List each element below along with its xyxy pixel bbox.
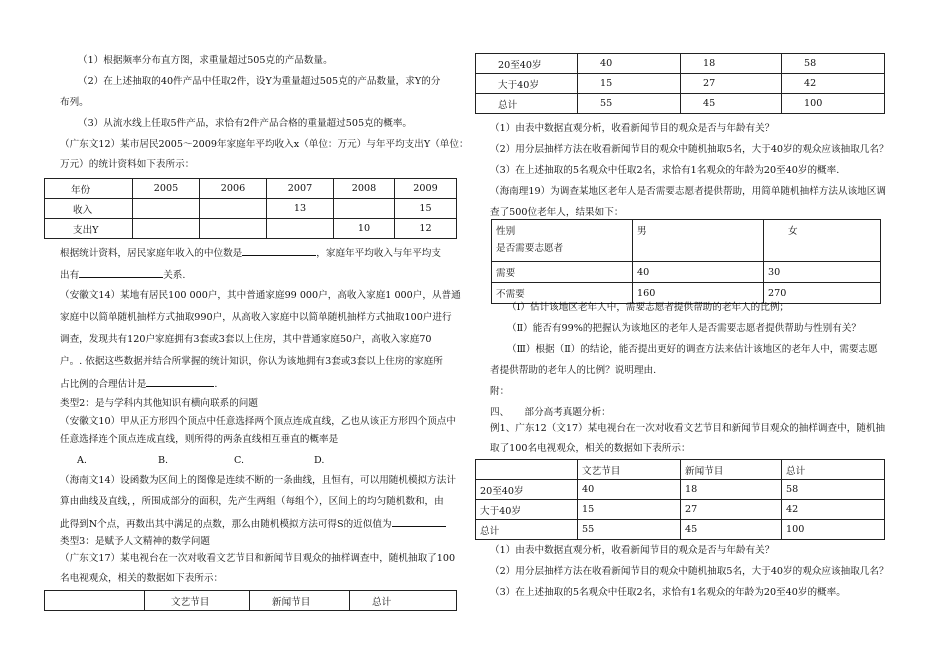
text-line: 类型3：是赋予人文精神的数学问题 <box>60 536 211 547</box>
text-fragment: 出有 <box>60 270 80 281</box>
text-fragment: ，家庭年平均收入与年平均支 <box>316 248 441 259</box>
table-cell: 12 <box>395 219 457 239</box>
table-cell: 100 <box>782 520 885 540</box>
text-line: 类型2：是与学科内其他知识有横向联系的问题 <box>60 398 258 409</box>
table-cell <box>476 460 578 480</box>
table-cell: 总计 <box>476 520 578 540</box>
text-line: （安徽文10）甲从正方形四个顶点中任意选择两个顶点连成直线，乙也从该正方形四个顶点中 <box>60 416 456 427</box>
table-cell: 总计 <box>476 94 578 114</box>
income-table <box>44 178 457 239</box>
text-line: 取了100名电视观众，相关的数据如下表所示： <box>490 443 691 454</box>
table-cell: 40 <box>578 54 681 74</box>
text-line: （3）在上述抽取的5名观众中任取2名，求恰有1名观众的年龄为20至40岁的概率. <box>490 165 840 176</box>
table-cell: 文艺节目 <box>578 460 681 480</box>
table-cell: 2006 <box>200 179 267 199</box>
answer-blank <box>146 377 214 387</box>
table-cell: 收入 <box>45 199 133 219</box>
text-line: 家庭中以简单随机抽样方式抽取990户，从高收入家庭中以简单随机抽样方式抽取100户进行 <box>60 312 452 323</box>
table-header-cell: 女 <box>764 220 881 262</box>
table-cell: 2008 <box>334 179 395 199</box>
table-cell: 18 <box>681 54 782 74</box>
table-cell: 30 <box>764 262 881 283</box>
answer-blank <box>392 517 446 527</box>
option-d: D. <box>314 455 325 466</box>
table-cell <box>334 199 395 219</box>
table-cell: 13 <box>267 199 334 219</box>
table-cell: 不需要 <box>492 283 633 304</box>
table-cell: 15 <box>578 500 681 520</box>
text-line: 查了500位老年人，结果如下： <box>490 207 624 218</box>
table-cell: 27 <box>681 500 782 520</box>
answer-blank <box>79 268 163 278</box>
table-row <box>476 500 885 520</box>
table-cell: 55 <box>578 520 681 540</box>
table-cell: 45 <box>681 520 782 540</box>
volunteer-table <box>491 219 881 304</box>
table-cell: 20至40岁 <box>476 54 578 74</box>
section-heading: 四、 部分高考真题分析： <box>490 407 611 418</box>
table-cell: 支出Y <box>45 219 133 239</box>
table-cell: 20至40岁 <box>476 480 578 500</box>
text-line: （2）用分层抽样方法在收看新闻节目的观众中随机抽取5名，大于40岁的观众应该抽取几名？ <box>490 144 889 155</box>
text-line: 者提供帮助的老年人的比例？说明理由. <box>490 365 657 376</box>
text-line: （1）由表中数据直观分析，收看新闻节目的观众是否与年龄有关？ <box>490 545 775 556</box>
text-line <box>60 246 441 260</box>
text-line: 调查，发现共有120户家庭拥有3套或3套以上住房，其中普通家庭50户，高收入家庭70 <box>60 334 432 345</box>
text-fragment: 占比例的合理估计是 <box>60 379 147 390</box>
answer-blank <box>242 246 316 256</box>
option-c: C. <box>234 455 245 466</box>
text-line <box>60 517 446 531</box>
table-cell <box>45 591 145 611</box>
table-cell <box>133 219 200 239</box>
table-header-cell: 男 <box>633 220 764 262</box>
text-line: （广东文12）某市居民2005～2009年家庭年平均收入x（单位：万元）与年平均支出Y（单位： <box>60 139 469 150</box>
text-line: （1）由表中数据直观分析，收看新闻节目的观众是否与年龄有关？ <box>490 123 775 134</box>
text-fragment: 此得到N个点，再数出其中满足的点数，那么由随机模拟方法可得S的近似值为 <box>60 519 392 530</box>
table-row <box>45 199 457 219</box>
table-cell: 18 <box>681 480 782 500</box>
text-line: 布列。 <box>60 97 89 108</box>
table-cell: 总计 <box>350 591 457 611</box>
table-cell: 45 <box>681 94 782 114</box>
table-cell: 10 <box>334 219 395 239</box>
table-cell <box>133 199 200 219</box>
table-cell: 新闻节目 <box>681 460 782 480</box>
table-cell: 15 <box>578 74 681 94</box>
text-line: （广东文17）某电视台在一次对收看文艺节目和新闻节目观众的抽样调查中，随机抽取了100 <box>60 553 456 564</box>
table-cell: 新闻节目 <box>250 591 350 611</box>
table-cell: 总计 <box>782 460 885 480</box>
table-cell: 58 <box>782 480 885 500</box>
text-line: （Ⅲ）根据（Ⅱ）的结论，能否提出更好的调查方法来估计该地区的老年人中，需要志愿 <box>507 344 878 355</box>
table-cell: 15 <box>395 199 457 219</box>
table-cell <box>267 219 334 239</box>
table-cell: 文艺节目 <box>145 591 250 611</box>
text-line <box>60 268 185 282</box>
text-line: （海南文14）设函数为区间上的图像是连续不断的一条曲线，且恒有，可以用随机模拟方法计 <box>60 475 456 486</box>
table-row <box>476 460 885 480</box>
table-cell: 大于40岁 <box>476 500 578 520</box>
table-cell: 2009 <box>395 179 457 199</box>
text-line: （3）从流水线上任取5件产品，求恰有2件产品合格的重量超过505克的概率。 <box>78 118 413 129</box>
text-line: （2）在上述抽取的40件产品中任取2件，设Y为重量超过505克的产品数量，求Y的分 <box>78 76 441 87</box>
table-row <box>476 520 885 540</box>
text-line: 算由曲线及直线，，所围成部分的面积，先产生两组（每组个），区间上的均匀随机数和，由 <box>60 496 444 507</box>
table-cell: 42 <box>782 500 885 520</box>
text-line: （海南理19）为调查某地区老年人是否需要志愿者提供帮助，用简单随机抽样方法从该地区调 <box>490 186 886 197</box>
table-cell: 2005 <box>133 179 200 199</box>
text-line: 户。. 依据这些数据并结合所掌握的统计知识，你认为该地拥有3套或3套以上住房的家庭所 <box>60 356 443 367</box>
table-cell <box>200 199 267 219</box>
table-row <box>492 262 881 283</box>
table-row <box>476 74 885 94</box>
table-cell: 58 <box>782 54 885 74</box>
text-line: 名电视观众，相关的数据如下表所示： <box>60 573 224 584</box>
table-cell: 年份 <box>45 179 133 199</box>
table-row <box>492 220 881 262</box>
table-row <box>45 219 457 239</box>
tv-survey-table-continued <box>475 53 885 114</box>
text-line: （Ⅰ）估计该地区老年人中，需要志愿者提供帮助的老年人的比例； <box>507 302 790 313</box>
text-line <box>60 377 217 391</box>
table-header-cell <box>492 220 633 262</box>
table-row <box>45 591 457 611</box>
text-line: （安徽文14）某地有居民100 000户，其中普通家庭99 000户，高收入家庭1 000户，从普通 <box>60 290 461 301</box>
option-a: A. <box>77 455 87 466</box>
table-cell: 160 <box>633 283 764 304</box>
text-fragment: 根据统计资料，居民家庭年收入的中位数是 <box>60 248 243 259</box>
text-line: 例1、广东12（文17）某电视台在一次对收看文艺节目和新闻节目观众的抽样调查中，随机抽 <box>490 423 886 434</box>
table-row <box>45 179 457 199</box>
table-cell: 40 <box>633 262 764 283</box>
text-line: （1）根据频率分布直方图，求重量超过505克的产品数量。 <box>78 55 333 66</box>
table-cell: 55 <box>578 94 681 114</box>
table-cell: 需要 <box>492 262 633 283</box>
table-cell: 大于40岁 <box>476 74 578 94</box>
table-cell <box>200 219 267 239</box>
table-cell: 270 <box>764 283 881 304</box>
text-line: （2）用分层抽样方法在收看新闻节目的观众中随机抽取5名，大于40岁的观众应该抽取几名？ <box>490 566 889 577</box>
text-line: （Ⅱ）能否有99%的把握认为该地区的老年人是否需要志愿者提供帮助与性别有关？ <box>507 323 862 334</box>
table-cell: 100 <box>782 94 885 114</box>
header-need: 是否需要志愿者 <box>496 243 564 254</box>
table-cell: 42 <box>782 74 885 94</box>
header-gender: 性别 <box>496 226 516 237</box>
table-row <box>476 54 885 74</box>
table-row <box>492 283 881 304</box>
tv-survey-table-partial <box>44 590 457 611</box>
text-line: （3）在上述抽取的5名观众中任取2名，求恰有1名观众的年龄为20至40岁的概率。 <box>490 587 846 598</box>
text-line: 任意选择连个顶点连成直线，则所得的两条直线相互垂直的概率是 <box>60 434 339 445</box>
option-b: B. <box>158 455 169 466</box>
text-line: 万元）的统计资料如下表所示： <box>60 159 195 170</box>
text-fragment: 关系. <box>163 270 186 281</box>
table-cell: 27 <box>681 74 782 94</box>
text-fragment: . <box>214 379 218 390</box>
table-row <box>476 480 885 500</box>
table-row <box>476 94 885 114</box>
example-survey-table <box>475 459 885 540</box>
table-cell: 40 <box>578 480 681 500</box>
text-line: 附： <box>490 386 510 397</box>
table-cell: 2007 <box>267 179 334 199</box>
